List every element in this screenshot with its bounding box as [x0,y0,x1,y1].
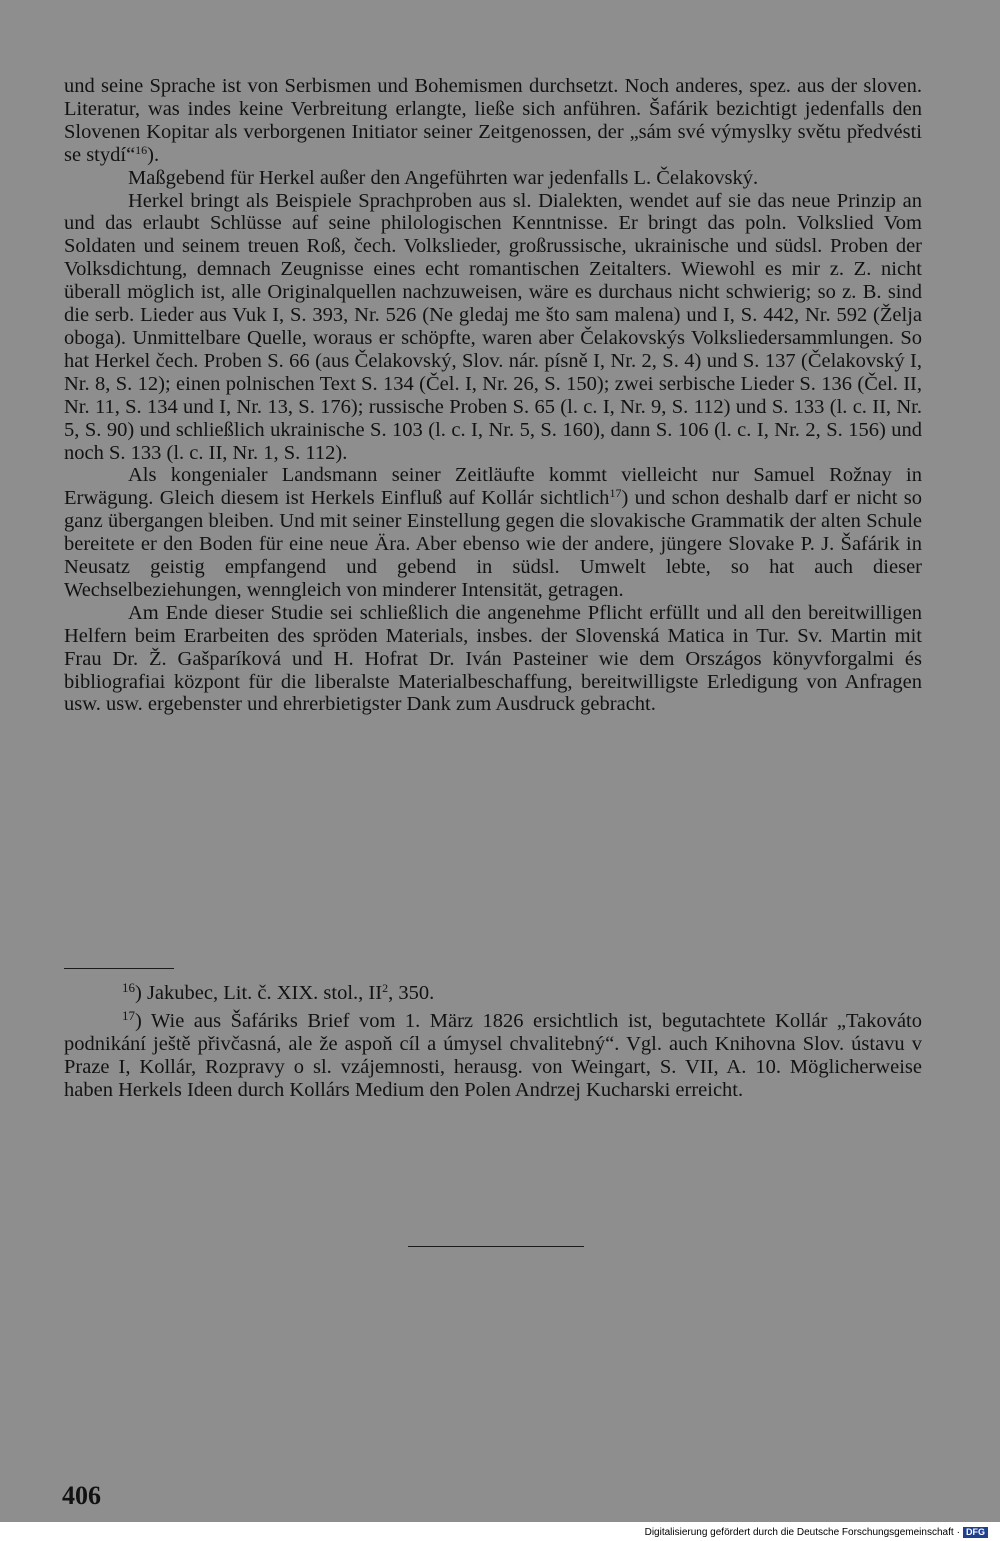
footnote-separator [64,968,174,969]
footnote-number: 16 [122,980,135,995]
footnote-text: , 350. [388,982,435,1004]
paragraph [64,75,922,167]
paragraph: Am Ende dieser Studie sei schließlich die angenehme Pflicht erfüllt und all den bereitwilligen Helfern beim Erarbeiten des spröden Materials, insbes. der Slovenská Matica in Tur. Sv. Martin mit Frau Dr. Ž. Gašparíková und H. Hofrat Dr. Iván Pasteiner wie dem Országos könyvforgalmi és bibliografiai központ für die liberalste Materialbeschaffung, bereitwilligste Erledigung von Anfragen usw. usw. ergebenster und ehrerbietigster Dank zum Ausdruck gebracht. [64,601,922,716]
footnote-text: ) Jakubec, Lit. č. XIX. stol., II [135,982,383,1004]
credit-separator: · [956,1527,960,1538]
footnote [64,1005,922,1102]
footnotes [64,977,922,1102]
footnote [64,977,922,1005]
paragraph-text: und seine Sprache ist von Serbismen und Bohemismen durchsetzt. Noch anderes, spez. aus der sloven. Literatur, was indes keine Verbreitung erlangte, ließe sich anführen. Šafárik bezichtigt jedenfalls den Slovenen Kopitar als verborgenen Initiator seiner Zeitgenossen, der „sám své výmyslky světu předvésti se stydí“ [64,75,922,166]
paragraph-text: ). [147,143,160,166]
dfg-logo-icon: DFG [963,1527,988,1538]
paragraph-text: ) und schon deshalb darf er nicht so ganz übergangen bleiben. Und mit seiner Einstellung gegen die slovakische Grammatik der alten Schule bereitete er den Boden für eine neue Ära. Aber ebenso wie der andere, jüngere Slovake P. J. Šafárik in Neusatz geistig empfangend und gebend in südsl. Umwelt lebte, so hat auch dieser Wechselbeziehungen, wenngleich von minderer Intensität, getragen. [64,487,922,601]
footnote-text: ) Wie aus Šafáriks Brief vom 1. März 1826 ersichtlich ist, begutachtete Kollár „Takováto podnikání ještě přivčasná, ale že aspoň cíl a úmysel chvalitebný“. Vgl. auch Knihovna Slov. ústavu v Praze I, Kollár, Rozpravy o sl. vzájemnosti, herausg. von Weingart, S. VII, A. 10. Möglicherweise haben Herkels Ideen durch Kollárs Medium den Polen Andrzej Kucharski erreicht. [64,1009,922,1101]
footnote-ref: 17 [609,486,622,501]
paragraph: Maßgebend für Herkel außer den Angeführten war jedenfalls L. Čelakovský. [128,166,759,189]
superscript: 2 [382,981,389,995]
end-rule [408,1246,584,1247]
paragraph [64,464,922,601]
footnote-number: 17 [122,1007,135,1023]
paragraph-text: Als kongenialer Landsmann seiner Zeitläufte kommt vielleicht nur Samuel Rožnay in Erwägung. Gleich diesem ist Herkels Einfluß auf Kollár sichtlich [64,464,922,510]
paragraph: Herkel bringt als Beispiele Sprachproben aus sl. Dialekten, wendet auf sie das neue Prinzip an und das erlaubt Schlüsse auf seine philologischen Kenntnisse. Er bringt das poln. Volkslied Vom Soldaten und seinem treuen Roß, čech. Volkslieder, großrussische, ukrainische und südsl. Proben der Volksdichtung, demnach Zeugnisse eines echt romantischen Zeitalters. Wiewohl es mir z. Z. nicht überall möglich ist, alle Originalquellen nachzuweisen, wäre es durchaus nicht schwierig; so z. B. sind die serb. Lieder aus Vuk I, S. 393, Nr. 526 (Ne gledaj me što sam malena) und I, S. 442, Nr. 592 (Željа oboga). Unmittelbare Quelle, woraus er schöpfte, waren aber Čelakovskýs Volksliedersammlungen. So hat Herkel čech. Proben S. 66 (aus Čelakovský, Slov. nár. písně I, Nr. 2, S. 4) und S. 137 (Čelakovský I, Nr. 8, S. 12); einen polnischen Text S. 134 (Čel. I, Nr. 26, S. 150); zwei serbische Lieder S. 136 (Čel. II, Nr. 11, S. 134 und I, Nr. 13, S. 176); russische Proben S. 65 (l. c. I, Nr. 9, S. 112) und S. 133 (l. c. II, Nr. 5, S. 90) und schließlich ukrainische S. 103 (l. c. I, Nr. 5, S. 160), dann S. 106 (l. c. I, Nr. 2, S. 156) und noch S. 133 (l. c. II, Nr. 1, S. 112). [64,189,922,464]
body-text [64,75,922,716]
page-number: 406 [62,1481,101,1510]
digitization-credit [645,1527,988,1538]
footnote-ref: 16 [135,142,148,157]
credit-text: Digitalisierung gefördert durch die Deutsche Forschungsgemeinschaft [644,1527,954,1538]
